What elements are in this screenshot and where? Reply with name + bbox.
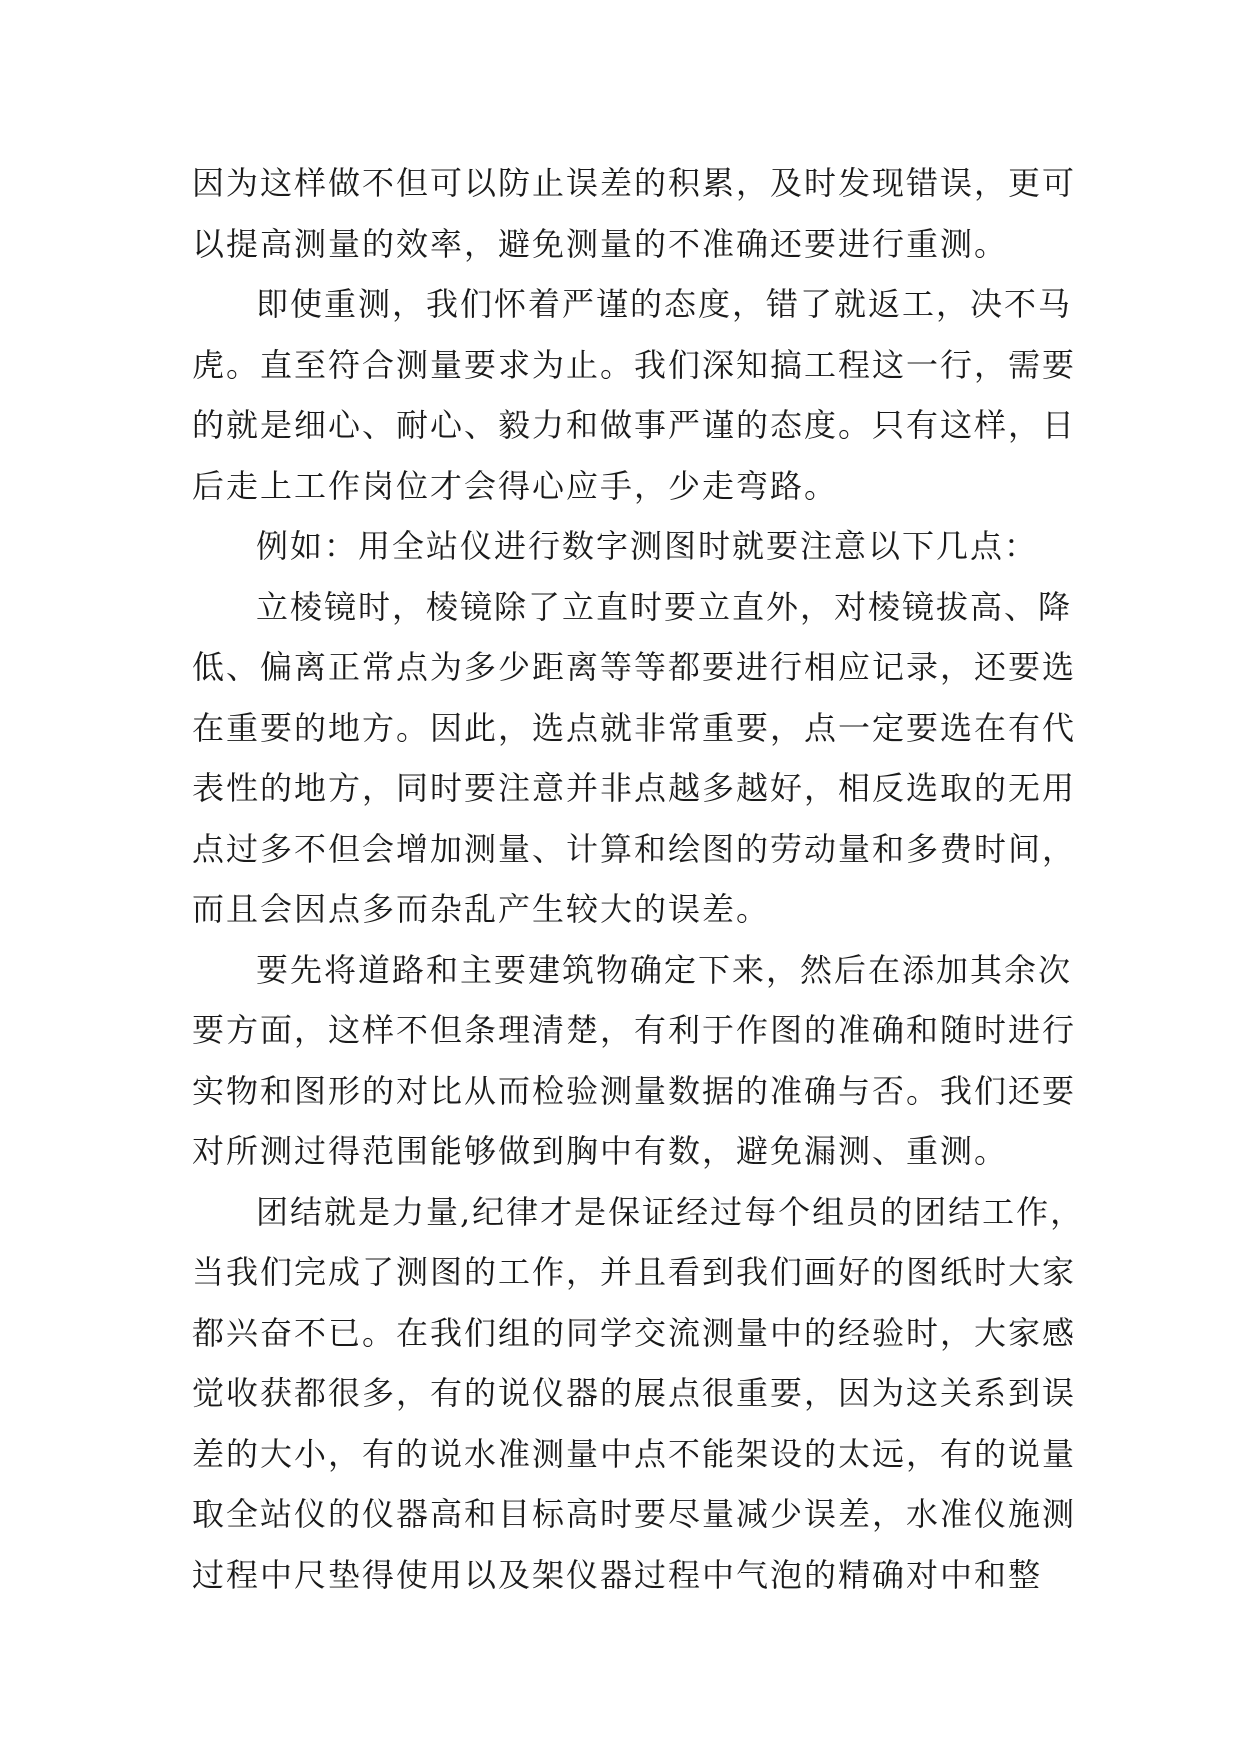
text-line: 例如：用全站仪进行数字测图时就要注意以下几点： xyxy=(256,527,1039,565)
text-line: 差的大小，有的说水准测量中点不能架设的太远，有的说量 xyxy=(192,1434,1077,1473)
text-line: 要先将道路和主要建筑物确定下来，然后在添加其余次 xyxy=(256,950,1073,989)
text-line: 实物和图形的对比从而检验测量数据的准确与否。我们还要 xyxy=(192,1071,1077,1110)
text-line: 点过多不但会增加测量、计算和绘图的劳动量和多费时间， xyxy=(192,829,1077,868)
text-line: 即使重测，我们怀着严谨的态度，错了就返工，决不马 xyxy=(256,285,1073,323)
text-line: 在重要的地方。因此，选点就非常重要，点一定要选在有代 xyxy=(192,708,1077,747)
text-line: 过程中尺垫得使用以及架仪器过程中气泡的精确对中和整 xyxy=(192,1555,1043,1594)
text-line: 团结就是力量,纪律才是保证经过每个组员的团结工作， xyxy=(256,1192,1085,1231)
text-line: 而且会因点多而杂乱产生较大的误差。 xyxy=(192,890,771,928)
text-line: 以提高测量的效率，避免测量的不准确还要进行重测。 xyxy=(192,224,1009,263)
body-text xyxy=(192,153,1085,1605)
text-line: 虎。直至符合测量要求为止。我们深知搞工程这一行，需要 xyxy=(192,345,1077,384)
text-line: 都兴奋不已。在我们组的同学交流测量中的经验时，大家感 xyxy=(192,1313,1077,1352)
text-line: 立棱镜时，棱镜除了立直时要立直外，对棱镜拔高、降 xyxy=(256,587,1073,626)
text-line: 要方面，这样不但条理清楚，有利于作图的准确和随时进行 xyxy=(192,1011,1077,1049)
text-line: 取全站仪的仪器高和目标高时要尽量减少误差，水准仪施测 xyxy=(192,1495,1077,1533)
text-line: 因为这样做不但可以防止误差的积累，及时发现错误，更可 xyxy=(192,164,1077,202)
text-line: 对所测过得范围能够做到胸中有数，避免漏测、重测。 xyxy=(192,1132,1009,1170)
text-line: 觉收获都很多，有的说仪器的展点很重要，因为这关系到误 xyxy=(192,1374,1077,1412)
text-line: 后走上工作岗位才会得心应手，少走弯路。 xyxy=(192,466,839,505)
text-line: 当我们完成了测图的工作，并且看到我们画好的图纸时大家 xyxy=(192,1253,1077,1291)
text-line: 表性的地方，同时要注意并非点越多越好，相反选取的无用 xyxy=(192,769,1077,807)
text-line: 低、偏离正常点为多少距离等等都要进行相应记录，还要选 xyxy=(192,648,1077,686)
text-line: 的就是细心、耐心、毅力和做事严谨的态度。只有这样，日 xyxy=(192,406,1077,444)
